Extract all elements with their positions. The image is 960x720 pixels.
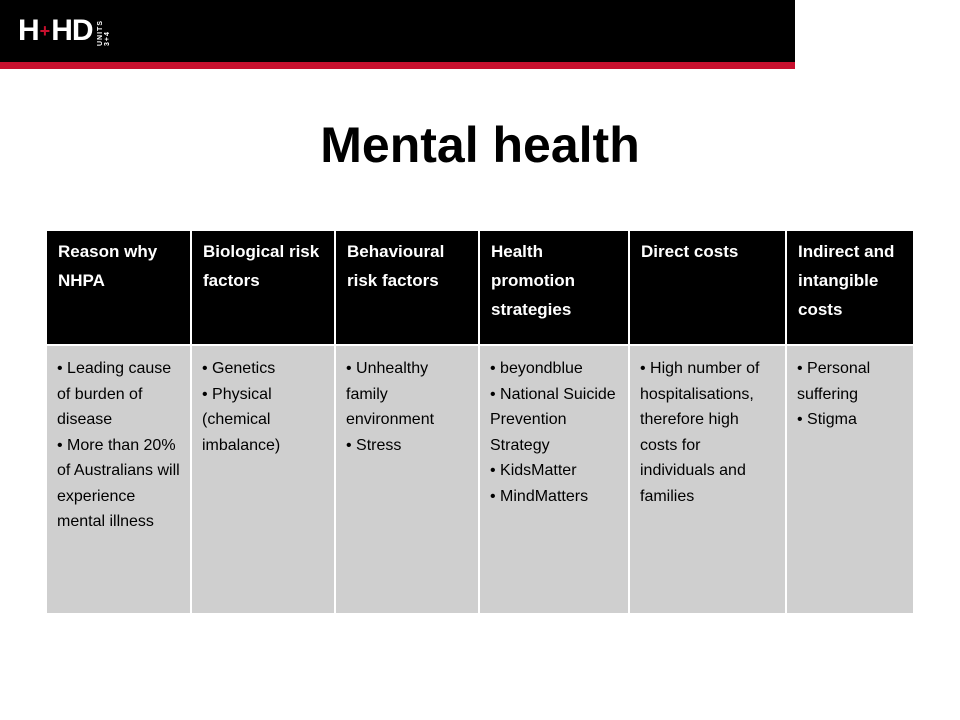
list-item: • High number of hospitalisations, therefore high costs for individuals and families bbox=[640, 356, 775, 509]
list-item: • KidsMatter bbox=[490, 458, 618, 484]
cell-behavioural-risk-factors bbox=[335, 345, 479, 613]
list-item: • Stress bbox=[346, 433, 468, 459]
logo bbox=[18, 14, 111, 48]
list-item: • Physical (chemical imbalance) bbox=[202, 382, 324, 459]
header-indirect-intangible-costs: Indirect and intangible costs bbox=[786, 231, 913, 345]
mental-health-table bbox=[47, 231, 913, 613]
page-title: Mental health bbox=[320, 117, 640, 173]
logo-letter-h: H bbox=[18, 14, 39, 47]
list-item: • Unhealthy family environment bbox=[346, 356, 468, 433]
header-health-promotion-strategies: Health promotion strategies bbox=[479, 231, 629, 345]
logo-units: UNITS 3+4 bbox=[96, 20, 111, 46]
list-item: • National Suicide Prevention Strategy bbox=[490, 382, 618, 459]
header-direct-costs: Direct costs bbox=[629, 231, 786, 345]
header-biological-risk-factors: Biological risk factors bbox=[191, 231, 335, 345]
logo-letters-hd: HD bbox=[51, 14, 93, 47]
table-header-row bbox=[47, 231, 913, 345]
list-item: • Personal suffering bbox=[797, 356, 903, 407]
header-reason-why-nhpa: Reason why NHPA bbox=[47, 231, 191, 345]
cell-biological-risk-factors bbox=[191, 345, 335, 613]
list-item: • Genetics bbox=[202, 356, 324, 382]
cell-health-promotion-strategies bbox=[479, 345, 629, 613]
cell-indirect-intangible-costs bbox=[786, 345, 913, 613]
header-bar bbox=[0, 0, 795, 62]
list-item: • beyondblue bbox=[490, 356, 618, 382]
header-accent-stripe bbox=[0, 62, 795, 69]
logo-plus: + bbox=[39, 21, 51, 41]
cell-direct-costs bbox=[629, 345, 786, 613]
list-item: • More than 20% of Australians will experience mental illness bbox=[57, 433, 180, 535]
list-item: • Stigma bbox=[797, 407, 903, 433]
table-row bbox=[47, 345, 913, 613]
header-behavioural-risk-factors: Behavioural risk factors bbox=[335, 231, 479, 345]
cell-reason-why-nhpa bbox=[47, 345, 191, 613]
list-item: • MindMatters bbox=[490, 484, 618, 510]
list-item: • Leading cause of burden of disease bbox=[57, 356, 180, 433]
